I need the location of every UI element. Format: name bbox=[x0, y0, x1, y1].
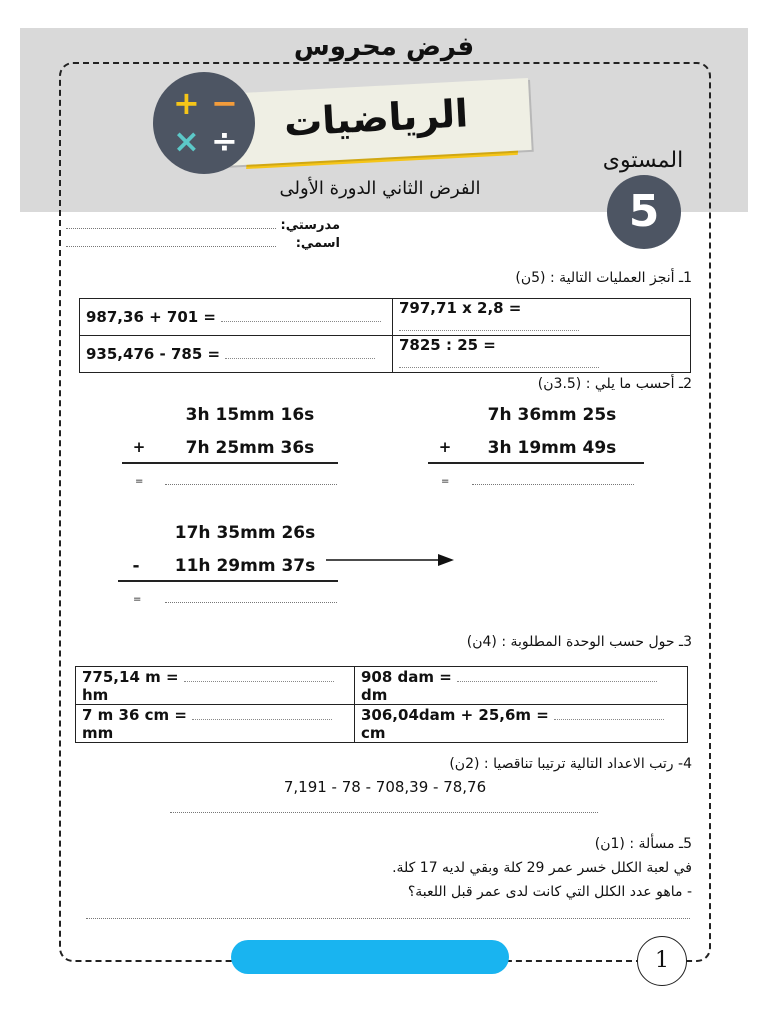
time-operand-1: 7h 36mm 25s bbox=[487, 405, 617, 425]
arrow-right-icon bbox=[326, 552, 456, 568]
equals-sign: = bbox=[135, 476, 144, 487]
equals-sign: = bbox=[133, 594, 142, 605]
q3-cell: 908 dam = dm bbox=[355, 667, 688, 705]
answer-blank[interactable] bbox=[554, 719, 664, 720]
answer-blank[interactable] bbox=[399, 367, 599, 368]
divide-icon: ÷ bbox=[211, 122, 238, 160]
answer-blank[interactable] bbox=[170, 812, 598, 813]
time-operand-2: 11h 29mm 37s bbox=[174, 556, 316, 576]
calculator-icon bbox=[153, 72, 255, 174]
answer-blank[interactable] bbox=[184, 681, 334, 682]
equals-sign: = bbox=[441, 476, 450, 487]
q4-title: 4- رتب الاعداد التالية ترتيبا تناقصيا : (2ن) bbox=[449, 756, 692, 772]
q2-title: 2ـ أحسب ما يلي : (3.5ن) bbox=[537, 376, 692, 392]
q1-title: 1ـ أنجز العمليات التالية : (5ن) bbox=[515, 270, 692, 286]
answer-blank[interactable] bbox=[399, 330, 579, 331]
plus-sign: + bbox=[438, 438, 452, 456]
sum-line bbox=[428, 462, 644, 464]
answer-blank[interactable] bbox=[225, 358, 375, 359]
page-top-title: فرض محروس bbox=[0, 32, 768, 62]
sum-line bbox=[122, 462, 338, 464]
time-operand-1: 17h 35mm 26s bbox=[174, 523, 316, 543]
q3-cell: 775,14 m = hm bbox=[76, 667, 355, 705]
time-operand-1: 3h 15mm 16s bbox=[185, 405, 315, 425]
plus-icon: + bbox=[173, 84, 200, 122]
minus-icon: − bbox=[211, 84, 238, 122]
time-operand-2: 7h 25mm 36s bbox=[185, 438, 315, 458]
q3-table bbox=[75, 666, 688, 743]
answer-blank[interactable] bbox=[221, 321, 381, 322]
answer-blank[interactable] bbox=[86, 918, 690, 919]
q3-cell: 7 m 36 cm = mm bbox=[76, 705, 355, 743]
answer-blank[interactable] bbox=[457, 681, 657, 682]
school-label: مدرستي: bbox=[280, 218, 340, 233]
name-field[interactable] bbox=[66, 246, 276, 247]
answer-blank[interactable] bbox=[165, 484, 337, 485]
problem-line-2: - ماهو عدد الكلل التي كانت لدى عمر قبل اللعبة؟ bbox=[407, 884, 692, 900]
school-field[interactable] bbox=[66, 228, 276, 229]
plus-sign: + bbox=[132, 438, 146, 456]
level-badge: 5 bbox=[607, 175, 681, 249]
q1-cell: 935,476 - 785 = bbox=[80, 336, 393, 373]
footer-pill bbox=[231, 940, 509, 974]
q3-title: 3ـ حول حسب الوحدة المطلوبة : (4ن) bbox=[466, 634, 692, 650]
answer-blank[interactable] bbox=[192, 719, 332, 720]
answer-blank[interactable] bbox=[472, 484, 634, 485]
q1-table bbox=[79, 298, 691, 373]
page-number: 1 bbox=[637, 936, 687, 986]
minus-sign: - bbox=[132, 556, 140, 576]
exam-title: الفرض الثاني الدورة الأولى bbox=[279, 178, 481, 199]
name-label: اسمي: bbox=[295, 236, 340, 251]
q1-cell: 797,71 x 2,8 = bbox=[393, 299, 691, 336]
q1-cell: 7825 : 25 = bbox=[393, 336, 691, 373]
multiply-icon: × bbox=[173, 122, 200, 160]
q5-title: 5ـ مسألة : (1ن) bbox=[594, 836, 692, 852]
difference-line bbox=[118, 580, 338, 582]
numbers-to-sort: 7,191 - 78 - 708,39 - 78,76 bbox=[283, 778, 487, 796]
time-operand-2: 3h 19mm 49s bbox=[487, 438, 617, 458]
subject-title: الرياضيات bbox=[282, 91, 470, 145]
problem-line-1: في لعبة الكلل خسر عمر 29 كلة وبقي لديه 17 كلة. bbox=[392, 860, 692, 876]
q1-cell: 987,36 + 701 = bbox=[80, 299, 393, 336]
level-label: المستوى bbox=[602, 148, 684, 173]
q3-cell: 306,04dam + 25,6m = cm bbox=[355, 705, 688, 743]
answer-blank[interactable] bbox=[165, 602, 337, 603]
